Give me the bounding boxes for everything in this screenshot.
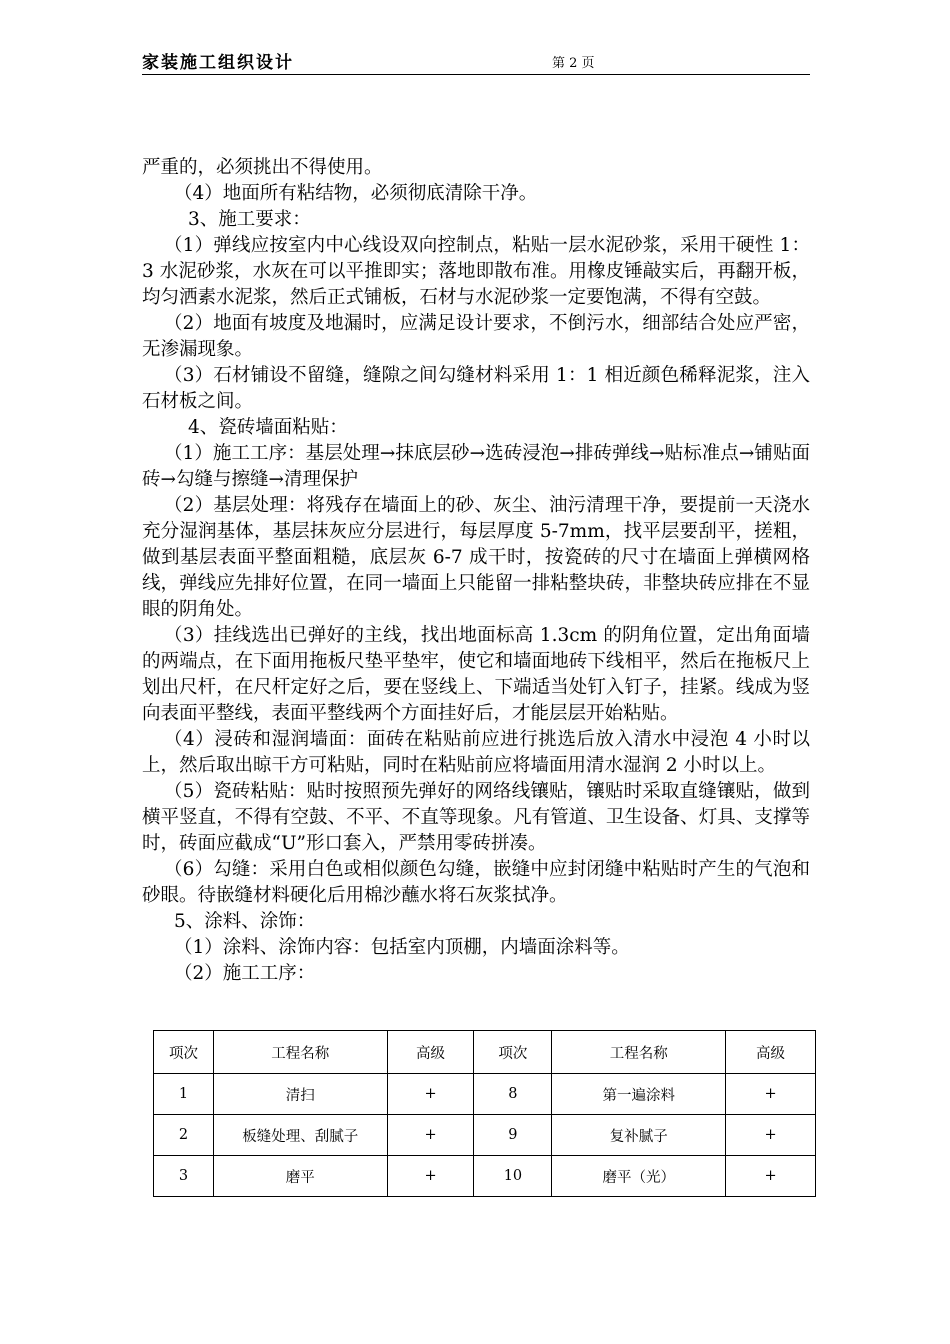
table-cell: 2 (154, 1115, 214, 1156)
table-cell: + (726, 1074, 816, 1115)
page-header (142, 44, 810, 75)
table-cell: 10 (474, 1156, 552, 1197)
table-cell: 第一遍涂料 (552, 1074, 726, 1115)
paragraph: （4）浸砖和湿润墙面：面砖在粘贴前应进行挑选后放入清水中浸泡 4 小时以上，然后取出晾干方可粘贴，同时在粘贴前应将墙面用清水湿润 2 小时以上。 (142, 729, 810, 776)
table-row (154, 1074, 816, 1115)
paragraph: （1）弹线应按室内中心线设双向控制点，粘贴一层水泥砂浆，采用干硬性 1：3 水泥砂浆，水灰在可以平推即实；落地即散布准。用橡皮锤敲实后，再翻开板，均匀洒素水泥浆，然后正式铺板，石材与水泥砂浆一定要饱满，不得有空鼓。 (142, 235, 810, 308)
header-cell: 工程名称 (552, 1031, 726, 1074)
paragraph: （5）瓷砖粘贴：贴时按照预先弹好的网络线镶贴，镶贴时采取直缝镶贴，做到横平竖直，不得有空鼓、不平、不直等现象。凡有管道、卫生设备、灯具、支撑等时，砖面应截成“U”形口套入，严禁用零砖拼凑。 (142, 781, 810, 854)
table-cell: 1 (154, 1074, 214, 1115)
table-cell: 磨平 (213, 1156, 387, 1197)
table-row (154, 1115, 816, 1156)
table-cell: + (726, 1156, 816, 1197)
paragraph: （4）地面所有粘结物，必须彻底清除干净。 (174, 183, 538, 204)
table-row (154, 1156, 816, 1197)
process-table (153, 1030, 816, 1197)
table-cell: 板缝处理、刮腻子 (213, 1115, 387, 1156)
header-cell: 高级 (726, 1031, 816, 1074)
table-cell: 清扫 (213, 1074, 387, 1115)
table-cell: 3 (154, 1156, 214, 1197)
table-cell: 复补腻子 (552, 1115, 726, 1156)
table-cell: 9 (474, 1115, 552, 1156)
table-cell: + (387, 1115, 474, 1156)
paragraph: （1）施工工序：基层处理→抹底层砂→选砖浸泡→排砖弹线→贴标准点→铺贴面砖→勾缝与擦缝→清理保护 (142, 443, 810, 490)
paragraph: （1）涂料、涂饰内容：包括室内顶棚，内墙面涂料等。 (174, 937, 630, 958)
table-cell: 磨平（光） (552, 1156, 726, 1197)
section-heading: 5、涂料、涂饰： (174, 911, 316, 932)
header-cell: 项次 (154, 1031, 214, 1074)
header-cell: 工程名称 (213, 1031, 387, 1074)
header-cell: 高级 (387, 1031, 474, 1074)
paragraph: （2）施工工序： (174, 963, 316, 984)
table-cell: 8 (474, 1074, 552, 1115)
document-body (142, 155, 810, 987)
table-header-row (154, 1031, 816, 1074)
document-title: 家装施工组织设计 (142, 53, 294, 73)
page-number: 第 2 页 (552, 56, 595, 71)
section-heading: 3、施工要求： (188, 209, 311, 230)
paragraph: 严重的，必须挑出不得使用。 (142, 157, 383, 178)
paragraph: （6）勾缝：采用白色或相似颜色勾缝，嵌缝中应封闭缝中粘贴时产生的气泡和砂眼。待嵌缝材料硬化后用棉沙蘸水将石灰浆拭净。 (142, 859, 810, 906)
paragraph: （3）挂线选出已弹好的主线，找出地面标高 1.3cm 的阴角位置，定出角面墙的两端点，在下面用拖板尺垫平垫牢，使它和墙面地砖下线相平，然后在拖板尺上划出尺杆，在尺杆定好之后，要在竖线上、下端适当处钉入钉子，挂紧。线成为竖向表面平整线，表面平整线两个方面挂好后，才能层层开始粘贴。 (142, 625, 810, 724)
header-cell: 项次 (474, 1031, 552, 1074)
paragraph: （3）石材铺设不留缝，缝隙之间勾缝材料采用 1：1 相近颜色稀释泥浆，注入石材板之间。 (142, 365, 810, 412)
paragraph: （2）地面有坡度及地漏时，应满足设计要求，不倒污水，细部结合处应严密，无渗漏现象。 (142, 313, 810, 360)
paragraph: （2）基层处理：将残存在墙面上的砂、灰尘、油污清理干净，要提前一天浇水充分湿润基体，基层抹灰应分层进行，每层厚度 5-7mm，找平层要刮平，搓粗，做到基层表面平整面粗糙，底层灰 6-7 成干时，按瓷砖的尺寸在墙面上弹横网格线，弹线应先排好位置，在同一墙面上只能留一排粘整块砖，非整块砖应排在不显眼的阴角处。 (142, 495, 810, 620)
table-cell: + (387, 1074, 474, 1115)
table-cell: + (726, 1115, 816, 1156)
section-heading: 4、瓷砖墙面粘贴： (188, 417, 348, 438)
table-cell: + (387, 1156, 474, 1197)
